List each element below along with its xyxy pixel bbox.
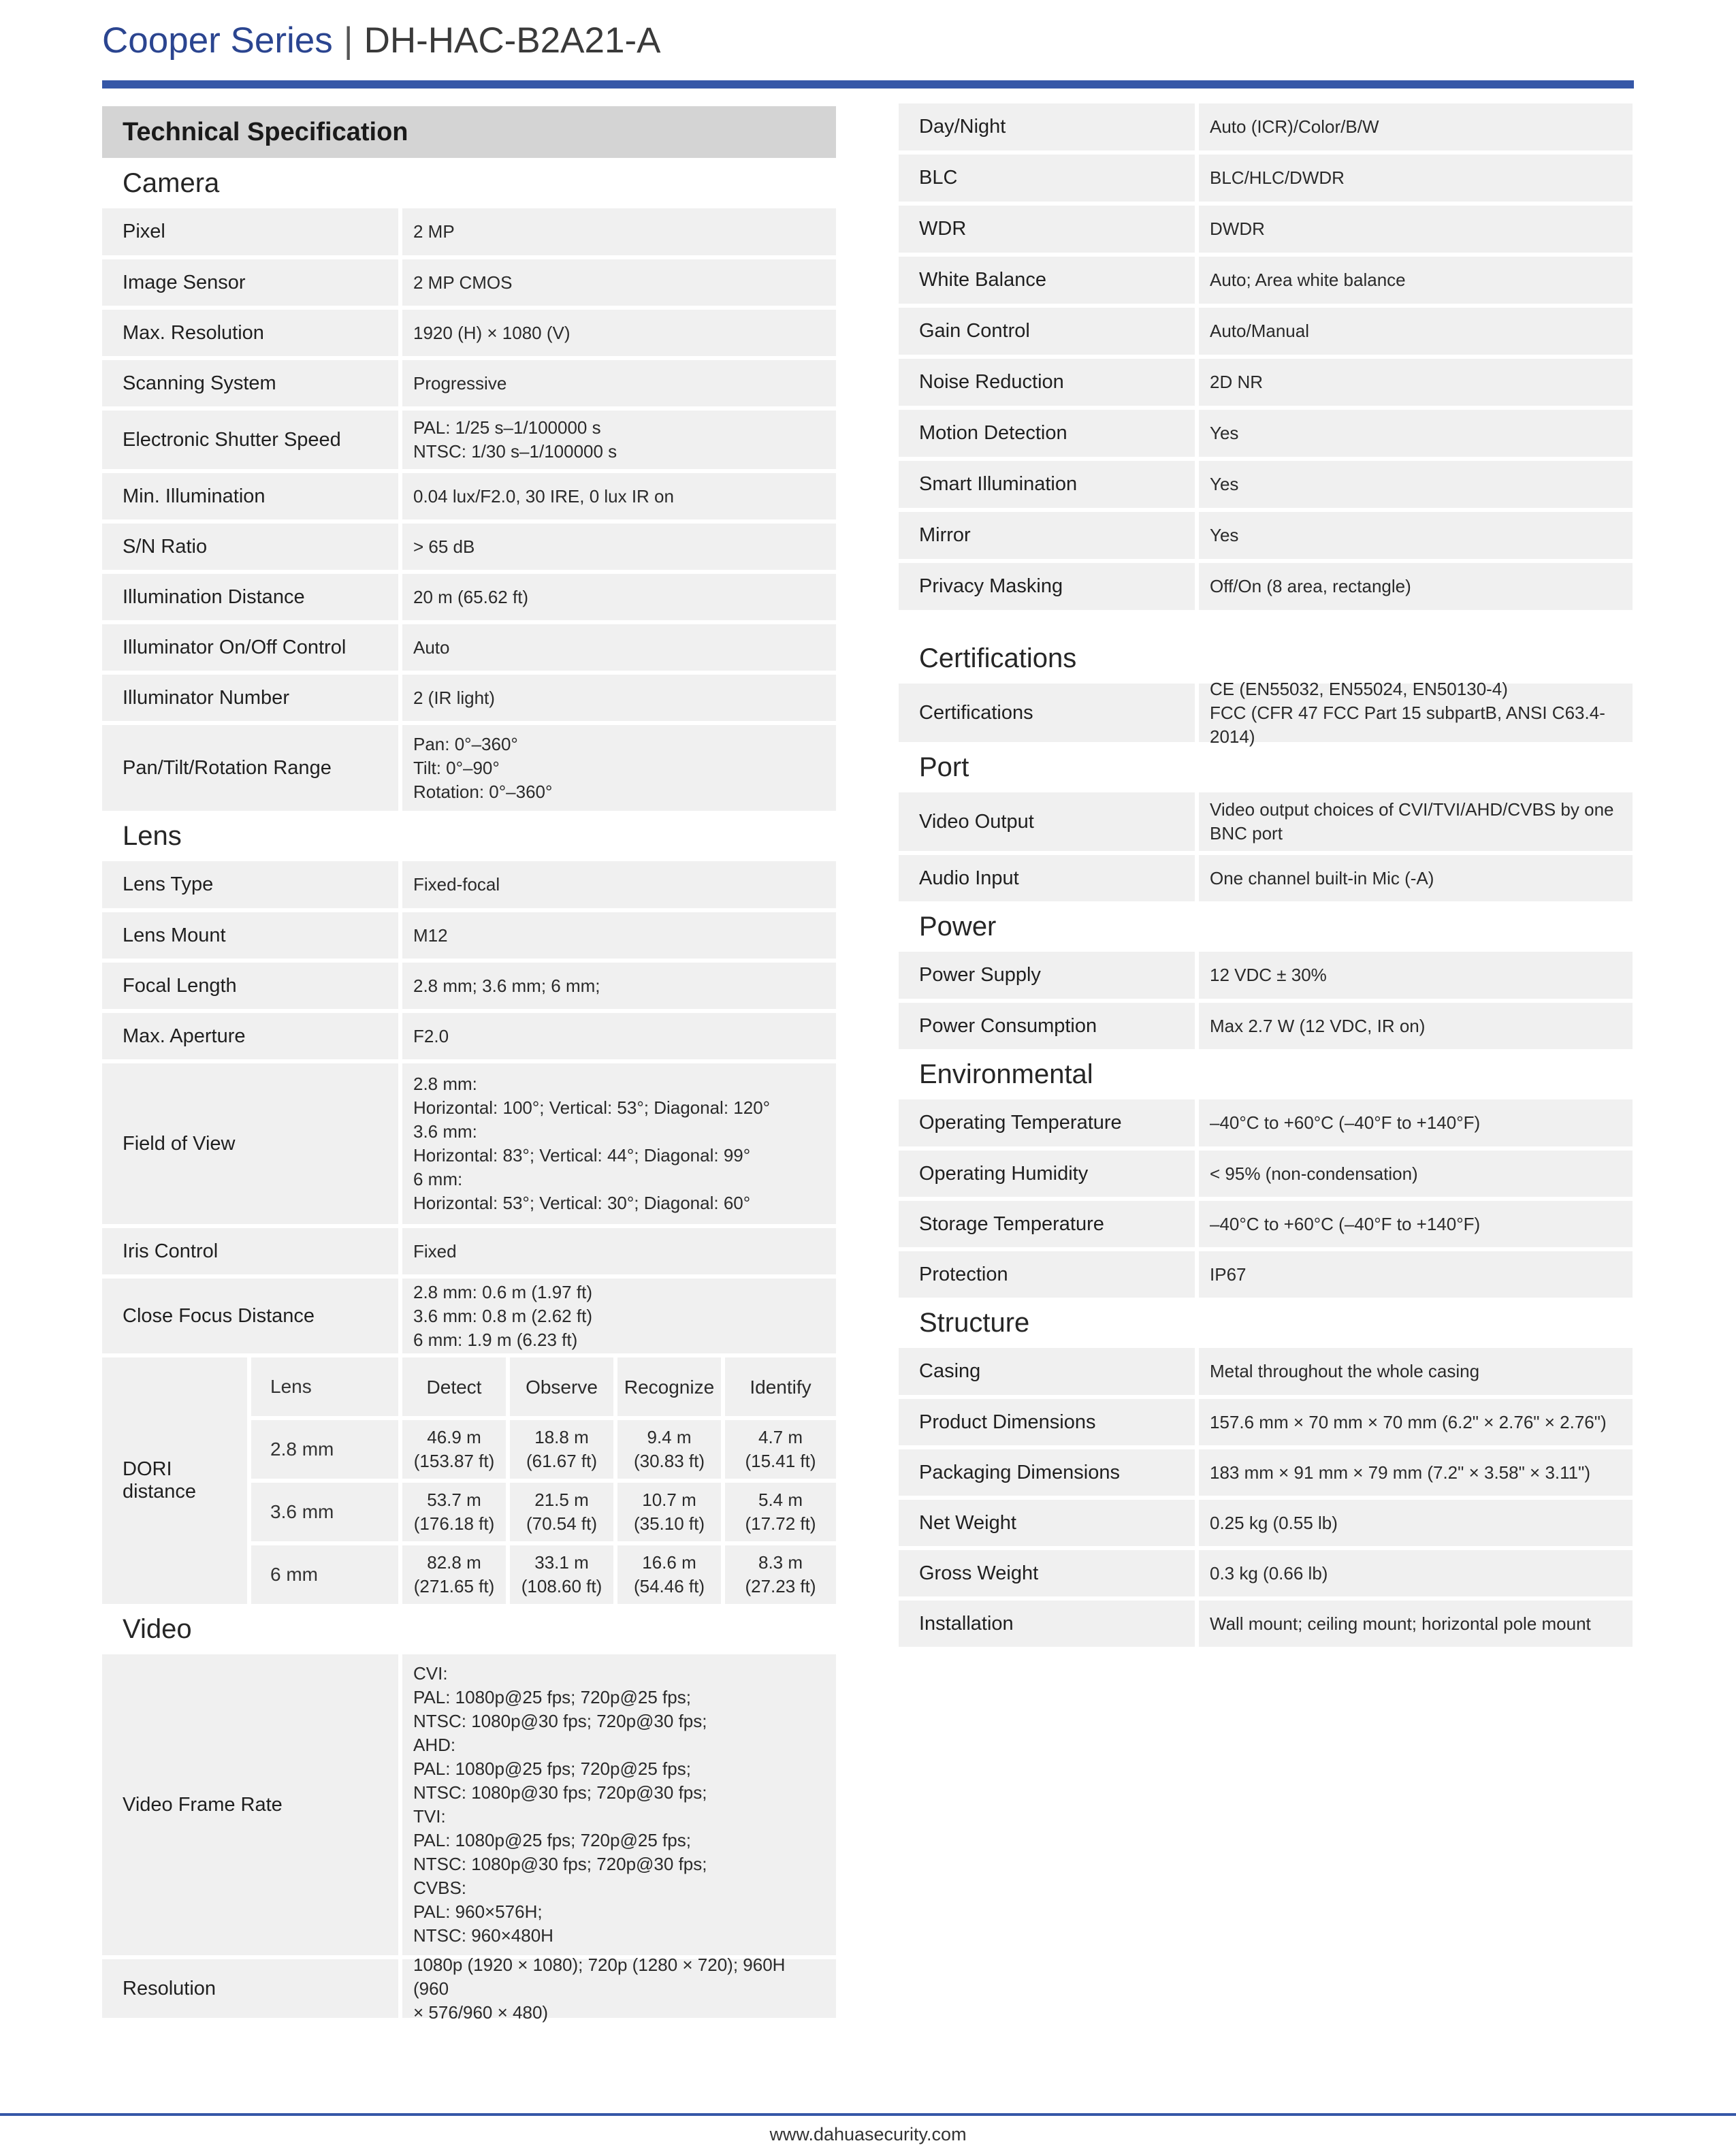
spec-value — [402, 1063, 836, 1224]
spec-value-line: Video output choices of CVI/TVI/AHD/CVBS by one — [1210, 799, 1614, 820]
dori-value-line: 9.4 m — [647, 1427, 692, 1447]
spec-label: Field of View — [102, 1063, 398, 1224]
dori-lens: 3.6 mm — [251, 1483, 398, 1541]
dori-recognize-cell — [617, 1420, 721, 1479]
spec-value-line: NTSC: 960×480H — [413, 1925, 553, 1946]
spec-label: Noise Reduction — [899, 359, 1195, 406]
spec-row-gain-control — [899, 308, 1633, 355]
left-column — [102, 103, 836, 2023]
spec-row-power-consumption — [899, 1003, 1633, 1049]
spec-value-line: CVI: — [413, 1663, 448, 1684]
spec-row-day-night — [899, 103, 1633, 150]
spec-value-line: FCC (CFR 47 FCC Part 15 subpartB, ANSI C63.4-2014) — [1210, 702, 1605, 747]
spec-value — [1199, 257, 1633, 304]
spec-value-line: 6 mm: 1.9 m (6.23 ft) — [413, 1329, 578, 1350]
spec-value — [1199, 563, 1633, 610]
spec-value-line: BNC port — [1210, 823, 1283, 843]
spec-value — [1199, 1500, 1633, 1546]
spec-row-smart-illumination — [899, 461, 1633, 508]
spec-row-electronic-shutter-speed — [102, 411, 836, 469]
spec-value — [402, 1654, 836, 1955]
dori-value-line: 33.1 m — [534, 1552, 589, 1573]
spec-label: Gross Weight — [899, 1550, 1195, 1596]
model-number: DH-HAC-B2A21-A — [364, 20, 661, 61]
spec-value — [1199, 1399, 1633, 1445]
spec-row-close-focus-distance — [102, 1279, 836, 1353]
dori-recognize-cell — [617, 1545, 721, 1604]
dori-value-line: 46.9 m — [427, 1427, 481, 1447]
spec-row-illuminator-on-off-control — [102, 624, 836, 671]
spec-row-audio-input — [899, 855, 1633, 901]
spec-row-installation — [899, 1601, 1633, 1647]
spec-value-line: PAL: 1080p@25 fps; 720p@25 fps; — [413, 1830, 691, 1850]
series-name: Cooper Series — [102, 20, 333, 61]
spec-value-line: Wall mount; ceiling mount; horizontal pole mount — [1210, 1613, 1591, 1634]
dori-observe-cell — [510, 1420, 613, 1479]
spec-value-line: 0.25 kg (0.55 lb) — [1210, 1512, 1338, 1533]
dori-value-line: (15.41 ft) — [745, 1451, 816, 1471]
spec-value-line: Metal throughout the whole casing — [1210, 1361, 1480, 1381]
spec-value-line: NTSC: 1080p@30 fps; 720p@30 fps; — [413, 1854, 707, 1874]
dori-header-lens: Lens — [251, 1357, 398, 1416]
spec-value-line: 183 mm × 91 mm × 79 mm (7.2" × 3.58" × 3.11") — [1210, 1462, 1591, 1483]
dori-value-line: (17.72 ft) — [745, 1513, 816, 1534]
spec-value-line: > 65 dB — [413, 536, 475, 557]
right-column — [899, 103, 1633, 1647]
certifications-table — [899, 678, 1633, 747]
spec-row-image-sensor — [102, 259, 836, 306]
section-heading-video: Video — [123, 1613, 192, 1644]
spec-value — [402, 310, 836, 356]
dori-value-line: (54.46 ft) — [633, 1576, 705, 1596]
spec-label: Min. Illumination — [102, 473, 398, 519]
spec-value-line: PAL: 1080p@25 fps; 720p@25 fps; — [413, 1687, 691, 1707]
spec-label: Video Frame Rate — [102, 1654, 398, 1955]
spec-value-line: F2.0 — [413, 1025, 449, 1046]
spec-row-pixel — [102, 208, 836, 255]
dori-identify-cell — [725, 1420, 836, 1479]
section-heading-camera: Camera — [123, 167, 220, 198]
spec-value — [1199, 1550, 1633, 1596]
spec-value-line: One channel built-in Mic (-A) — [1210, 867, 1434, 888]
dori-detect-cell — [402, 1420, 506, 1479]
spec-value-line: NTSC: 1/30 s–1/100000 s — [413, 441, 617, 462]
dori-row-2-8-mm — [251, 1420, 836, 1479]
spec-value-line: PAL: 1/25 s–1/100000 s — [413, 417, 601, 438]
spec-row-wdr — [899, 206, 1633, 253]
spec-label: Operating Humidity — [899, 1151, 1195, 1197]
spec-value-line: 2 MP CMOS — [413, 272, 513, 293]
spec-row-power-supply — [899, 952, 1633, 999]
spec-value — [1199, 1601, 1633, 1647]
spec-value-line: Auto; Area white balance — [1210, 270, 1406, 290]
footer-url: www.dahuasecurity.com — [769, 2124, 967, 2144]
spec-title: Technical Specification — [102, 106, 836, 158]
dori-value-line: 82.8 m — [427, 1552, 481, 1573]
spec-label: Electronic Shutter Speed — [102, 411, 398, 469]
spec-label: Net Weight — [899, 1500, 1195, 1546]
spec-row-focal-length — [102, 963, 836, 1009]
spec-value — [1199, 206, 1633, 253]
spec-row-privacy-masking — [899, 563, 1633, 610]
video-table — [102, 1654, 836, 2023]
spec-value-line: Horizontal: 83°; Vertical: 44°; Diagonal: 99° — [413, 1145, 751, 1166]
spec-value — [402, 1279, 836, 1353]
spec-row-illumination-distance — [102, 574, 836, 620]
spec-row-casing — [899, 1348, 1633, 1395]
spec-value-line: CE (EN55032, EN55024, EN50130-4) — [1210, 678, 1508, 699]
spec-label: Operating Temperature — [899, 1099, 1195, 1146]
section-heading-lens: Lens — [123, 820, 182, 851]
spec-value-line: Auto — [413, 637, 450, 658]
lens-table — [102, 861, 836, 1353]
spec-label: Pan/Tilt/Rotation Range — [102, 725, 398, 811]
spec-value — [402, 574, 836, 620]
spec-value-line: NTSC: 1080p@30 fps; 720p@30 fps; — [413, 1782, 707, 1803]
spec-row-lens-type — [102, 861, 836, 908]
section-heading-port: Port — [919, 752, 969, 782]
dori-value-line: (108.60 ft) — [521, 1576, 602, 1596]
spec-value — [1199, 1449, 1633, 1496]
spec-label: Motion Detection — [899, 410, 1195, 457]
dori-header-detect: Detect — [402, 1357, 506, 1416]
spec-value-line: 6 mm: — [413, 1169, 463, 1189]
spec-value — [1199, 1003, 1633, 1049]
document-header — [102, 10, 660, 71]
dori-header-observe: Observe — [510, 1357, 613, 1416]
spec-row-operating-temperature — [899, 1099, 1633, 1146]
dori-grid — [251, 1357, 836, 1604]
spec-value — [1199, 410, 1633, 457]
spec-row-white-balance — [899, 257, 1633, 304]
spec-value-line: BLC/HLC/DWDR — [1210, 167, 1345, 188]
spec-value — [402, 360, 836, 406]
spec-value-line: 1080p (1920 × 1080); 720p (1280 × 720); 960H (960 — [413, 1954, 786, 1999]
dori-row-6-mm — [251, 1545, 836, 1604]
spec-value — [402, 411, 836, 469]
spec-row-product-dimensions — [899, 1399, 1633, 1445]
spec-value-line: 20 m (65.62 ft) — [413, 586, 529, 607]
dori-value-line: (70.54 ft) — [526, 1513, 598, 1534]
spec-value-line: Rotation: 0°–360° — [413, 781, 553, 802]
spec-value — [402, 524, 836, 570]
spec-row-resolution — [102, 1954, 836, 2023]
dori-value-line: 8.3 m — [758, 1552, 803, 1573]
spec-value-line: Auto/Manual — [1210, 321, 1309, 341]
dori-value-line: (30.83 ft) — [633, 1451, 705, 1471]
spec-value — [402, 259, 836, 306]
spec-value — [1199, 461, 1633, 508]
spec-label: Certifications — [899, 684, 1195, 742]
spec-value-line: 2D NR — [1210, 372, 1264, 392]
dori-value-line: 10.7 m — [642, 1490, 696, 1510]
spec-value — [402, 912, 836, 959]
spec-value-line: Fixed — [413, 1240, 457, 1261]
spec-row-pan-tilt-rotation-range — [102, 725, 836, 811]
spec-label: Illuminator Number — [102, 675, 398, 721]
spec-label: Illuminator On/Off Control — [102, 624, 398, 671]
spec-row-gross-weight — [899, 1550, 1633, 1596]
spec-value — [402, 675, 836, 721]
spec-label: WDR — [899, 206, 1195, 253]
spec-row-s-n-ratio — [102, 524, 836, 570]
spec-value — [1199, 103, 1633, 150]
spec-value-line: Horizontal: 100°; Vertical: 53°; Diagonal: 120° — [413, 1097, 771, 1118]
spec-label: Lens Mount — [102, 912, 398, 959]
spec-value-line: Yes — [1210, 423, 1239, 443]
dori-recognize-cell — [617, 1483, 721, 1541]
spec-value-line: –40°C to +60°C (–40°F to +140°F) — [1210, 1213, 1481, 1234]
spec-value-line: AHD: — [413, 1735, 456, 1755]
dori-observe-cell — [510, 1545, 613, 1604]
camera-continued-table — [899, 103, 1633, 610]
spec-label: Illumination Distance — [102, 574, 398, 620]
footer-rule — [0, 2113, 1736, 2116]
spec-value — [1199, 1099, 1633, 1146]
spec-value — [1199, 155, 1633, 202]
spec-label: Installation — [899, 1601, 1195, 1647]
spec-value-line: < 95% (non-condensation) — [1210, 1163, 1418, 1184]
spec-value-line: –40°C to +60°C (–40°F to +140°F) — [1210, 1112, 1481, 1133]
dori-value-line: (153.87 ft) — [413, 1451, 495, 1471]
spec-value — [1199, 1201, 1633, 1247]
spec-row-illuminator-number — [102, 675, 836, 721]
spec-label: Max. Resolution — [102, 310, 398, 356]
spec-value-line: CVBS: — [413, 1878, 467, 1898]
spec-label: Image Sensor — [102, 259, 398, 306]
spec-label: Protection — [899, 1251, 1195, 1298]
spec-label: Mirror — [899, 512, 1195, 559]
spec-value-line: M12 — [413, 925, 448, 946]
spec-value-line: DWDR — [1210, 219, 1265, 239]
spec-value — [1199, 1251, 1633, 1298]
spec-row-max-resolution — [102, 310, 836, 356]
spec-row-motion-detection — [899, 410, 1633, 457]
spec-label: Smart Illumination — [899, 461, 1195, 508]
spec-value — [1199, 1348, 1633, 1395]
spec-label: White Balance — [899, 257, 1195, 304]
spec-label: S/N Ratio — [102, 524, 398, 570]
spec-row-scanning-system — [102, 360, 836, 406]
spec-label: Video Output — [899, 792, 1195, 851]
spec-value-line: Fixed-focal — [413, 874, 500, 895]
spec-label: Resolution — [102, 1959, 398, 2018]
header-rule — [102, 80, 1634, 89]
dori-identify-cell — [725, 1545, 836, 1604]
spec-label: Lens Type — [102, 861, 398, 908]
spec-value-line: Progressive — [413, 372, 507, 393]
spec-value-line: 157.6 mm × 70 mm × 70 mm (6.2" × 2.76" × 2.76") — [1210, 1411, 1607, 1432]
dori-value-line: (176.18 ft) — [413, 1513, 495, 1534]
spec-label: Storage Temperature — [899, 1201, 1195, 1247]
spec-row-mirror — [899, 512, 1633, 559]
dori-header-identify: Identify — [725, 1357, 836, 1416]
spec-value — [1199, 792, 1633, 851]
spec-value-line: 12 VDC ± 30% — [1210, 965, 1327, 985]
spec-value-line: 2.8 mm: 0.6 m (1.97 ft) — [413, 1281, 592, 1302]
spec-value-line: 0.04 lux/F2.0, 30 IRE, 0 lux IR on — [413, 485, 674, 507]
spec-value-line: TVI: — [413, 1806, 446, 1827]
dori-value-line: 16.6 m — [642, 1552, 696, 1573]
spec-row-iris-control — [102, 1228, 836, 1274]
spec-row-field-of-view — [102, 1063, 836, 1224]
dori-identify-cell — [725, 1483, 836, 1541]
dori-value-line: 5.4 m — [758, 1490, 803, 1510]
spec-label: Casing — [899, 1348, 1195, 1395]
spec-row-storage-temperature — [899, 1201, 1633, 1247]
spec-value — [402, 1954, 836, 2023]
spec-value — [1199, 512, 1633, 559]
dori-value-line: 21.5 m — [534, 1490, 589, 1510]
port-table — [899, 792, 1633, 901]
spec-value — [402, 208, 836, 255]
dori-lens: 6 mm — [251, 1545, 398, 1604]
spec-value-line: Off/On (8 area, rectangle) — [1210, 576, 1411, 596]
spec-label: Packaging Dimensions — [899, 1449, 1195, 1496]
dori-header-row — [251, 1357, 836, 1416]
dori-row-3-6-mm — [251, 1483, 836, 1541]
spec-row-max-aperture — [102, 1013, 836, 1059]
dori-observe-cell — [510, 1483, 613, 1541]
spec-value-line: Yes — [1210, 525, 1239, 545]
dori-label: DORI distance — [102, 1357, 247, 1604]
spec-value — [1199, 1151, 1633, 1197]
spec-value-line: Max 2.7 W (12 VDC, IR on) — [1210, 1015, 1426, 1036]
spec-value — [1199, 359, 1633, 406]
spec-label: Close Focus Distance — [102, 1279, 398, 1353]
spec-label: Audio Input — [899, 855, 1195, 901]
spec-value-line: 2 MP — [413, 221, 455, 242]
spec-value — [402, 1013, 836, 1059]
dori-detect-cell — [402, 1545, 506, 1604]
spec-value-line: 2.8 mm; 3.6 mm; 6 mm; — [413, 975, 600, 996]
structure-table — [899, 1348, 1633, 1647]
header-separator: | — [343, 20, 353, 61]
spec-value-line: Auto (ICR)/Color/B/W — [1210, 116, 1379, 137]
spec-value — [1199, 855, 1633, 901]
dori-lens: 2.8 mm — [251, 1420, 398, 1479]
spec-label: Max. Aperture — [102, 1013, 398, 1059]
spec-value-line: Horizontal: 53°; Vertical: 30°; Diagonal: 60° — [413, 1193, 751, 1213]
dori-value-line: (61.67 ft) — [526, 1451, 598, 1471]
spec-value-line: Yes — [1210, 474, 1239, 494]
spec-value-line: 3.6 mm: 0.8 m (2.62 ft) — [413, 1305, 592, 1326]
spec-label: Day/Night — [899, 103, 1195, 150]
spec-value — [402, 963, 836, 1009]
spec-value-line: Tilt: 0°–90° — [413, 757, 500, 778]
spec-value — [402, 1228, 836, 1274]
spec-row-packaging-dimensions — [899, 1449, 1633, 1496]
spec-value — [402, 473, 836, 519]
spec-row-noise-reduction — [899, 359, 1633, 406]
dori-value-line: (35.10 ft) — [633, 1513, 705, 1534]
dori-value-line: 53.7 m — [427, 1490, 481, 1510]
spec-value — [402, 624, 836, 671]
dori-value-line: (271.65 ft) — [413, 1576, 495, 1596]
spec-value-line: 1920 (H) × 1080 (V) — [413, 322, 570, 343]
spec-value — [1199, 678, 1633, 747]
dori-value-line: 18.8 m — [534, 1427, 589, 1447]
spec-label: BLC — [899, 155, 1195, 202]
spec-label: Power Consumption — [899, 1003, 1195, 1049]
spec-row-blc — [899, 155, 1633, 202]
section-heading-certifications: Certifications — [919, 643, 1077, 673]
dori-detect-cell — [402, 1483, 506, 1541]
spec-row-lens-mount — [102, 912, 836, 959]
spec-value-line: 3.6 mm: — [413, 1121, 477, 1142]
spec-value-line: Pan: 0°–360° — [413, 733, 518, 754]
spec-label: Focal Length — [102, 963, 398, 1009]
section-heading-environmental: Environmental — [919, 1059, 1093, 1089]
spec-row-video-frame-rate — [102, 1654, 836, 1955]
spec-value-line: PAL: 1080p@25 fps; 720p@25 fps; — [413, 1758, 691, 1779]
spec-value-line: 0.3 kg (0.66 lb) — [1210, 1562, 1328, 1584]
spec-label: Privacy Masking — [899, 563, 1195, 610]
spec-row-net-weight — [899, 1500, 1633, 1546]
spec-row-min-illumination — [102, 473, 836, 519]
spec-value-line: IP67 — [1210, 1264, 1247, 1285]
spec-value-line: 2 (IR light) — [413, 687, 495, 708]
spec-label: Pixel — [102, 208, 398, 255]
spec-value — [1199, 308, 1633, 355]
spec-label: Product Dimensions — [899, 1399, 1195, 1445]
spec-label: Scanning System — [102, 360, 398, 406]
spec-value — [1199, 952, 1633, 999]
spec-value — [402, 861, 836, 908]
spec-value-line: 2.8 mm: — [413, 1074, 477, 1094]
dori-value-line: 4.7 m — [758, 1427, 803, 1447]
spec-value-line: PAL: 960×576H; — [413, 1901, 543, 1922]
spec-row-certifications — [899, 678, 1633, 747]
spec-row-video-output — [899, 792, 1633, 851]
section-heading-power: Power — [919, 911, 997, 942]
spec-label: Power Supply — [899, 952, 1195, 999]
spec-value-line: NTSC: 1080p@30 fps; 720p@30 fps; — [413, 1711, 707, 1731]
spec-label: Gain Control — [899, 308, 1195, 355]
section-heading-structure: Structure — [919, 1307, 1030, 1338]
spec-value-line: × 576/960 × 480) — [413, 2002, 549, 2023]
dori-header-recognize: Recognize — [617, 1357, 721, 1416]
spec-row-operating-humidity — [899, 1151, 1633, 1197]
environmental-table — [899, 1099, 1633, 1298]
spec-row-protection — [899, 1251, 1633, 1298]
camera-table — [102, 208, 836, 811]
dori-value-line: (27.23 ft) — [745, 1576, 816, 1596]
dori-table — [102, 1357, 836, 1604]
power-table — [899, 952, 1633, 1049]
spec-label: Iris Control — [102, 1228, 398, 1274]
spec-value — [402, 725, 836, 811]
